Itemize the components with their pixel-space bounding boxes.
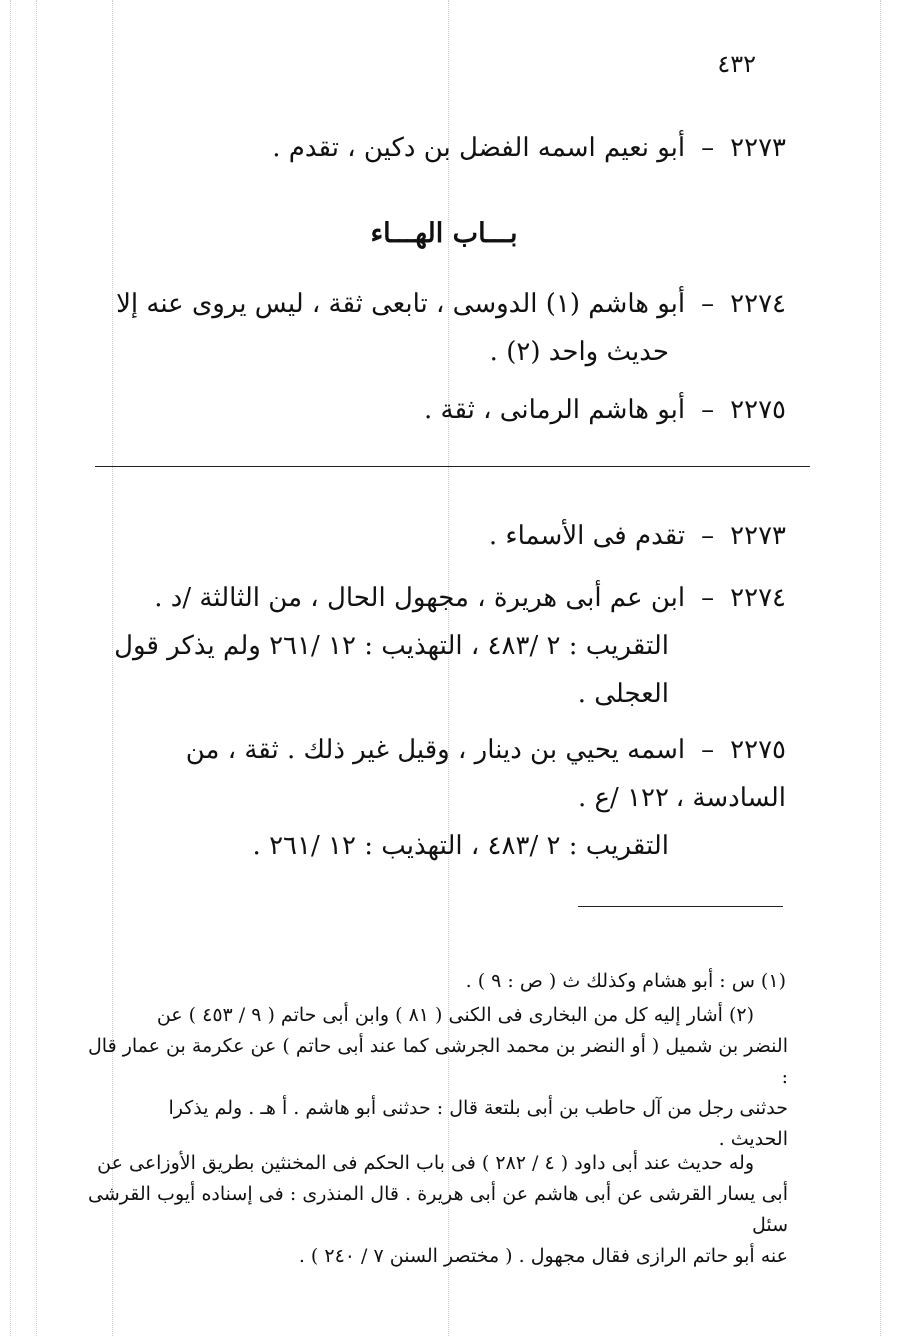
entry-2274-continuation: حديث واحد (٢) . <box>489 337 669 367</box>
footnote-line: الحديث . <box>718 1128 788 1150</box>
entry-number: ٢٢٧٣ <box>730 133 786 163</box>
entry-text: أبو هاشم (١) الدوسى ، تابعى ثقة ، ليس يروى عنه إلا <box>116 289 686 319</box>
footnote-1: (١) س : أبو هشام وكذلك ث ( ص : ٩ ) . <box>465 970 786 992</box>
entry-dash: – <box>701 133 715 163</box>
entry-number: ٢٢٧٤ <box>730 583 786 613</box>
scan-artifact-line <box>36 0 37 1336</box>
entry-dash: – <box>701 583 715 613</box>
commentary-2274-reference: التقريب : ٢ /٤٨٣ ، التهذيب : ١٢ /٢٦١ ولم يذكر قول <box>114 631 669 661</box>
scan-artifact-line <box>880 0 881 1336</box>
footnote-2 <box>88 1000 788 1155</box>
footnote-line: أبى يسار القرشى عن أبى هاشم عن أبى هريرة . قال المنذرى : فى إسناده أيوب القرشى سئل <box>88 1183 788 1236</box>
footnote-line: (٢) أشار إليه كل من البخارى فى الكنى ( ٨١ ) وابن أبى حاتم ( ٩ / ٤٥٣ ) عن <box>156 1004 754 1026</box>
footnote-line: النضر بن شميل ( أو النضر بن محمد الجرشى كما عند أبى حاتم ) عن عكرمة بن عمار قال : <box>88 1035 788 1088</box>
commentary-2274-continuation: العجلى . <box>577 679 669 709</box>
scan-artifact-line <box>10 0 11 1336</box>
entry-number: ٢٢٧٥ <box>730 395 786 425</box>
entry-dash: – <box>701 735 715 765</box>
entry-number: ٢٢٧٥ <box>730 735 786 765</box>
entry-2273 <box>86 124 786 172</box>
footnote-line: حدثنى رجل من آل حاطب بن أبى بلتعة قال : حدثنى أبو هاشم . أ هـ . ولم يذكرا <box>168 1097 788 1119</box>
entry-text: اسمه يحيي بن دينار ، وقيل غير ذلك . ثقة ، من السادسة ، <box>185 735 786 813</box>
footnote-divider <box>578 906 783 907</box>
entry-text: ابن عم أبى هريرة ، مجهول الحال ، من الثالثة /د . <box>154 583 686 613</box>
entry-text: أبو هاشم الرمانى ، ثقة . <box>423 395 686 425</box>
entry-2275 <box>86 386 786 434</box>
entry-text: تقدم فى الأسماء . <box>488 521 686 551</box>
footnote-line: وله حديث عند أبى داود ( ٤ / ٢٨٢ ) فى باب الحكم فى المخنثين بطريق الأوزاعى عن <box>97 1152 754 1174</box>
section-divider <box>95 466 810 467</box>
entry-dash: – <box>701 521 715 551</box>
footnote-line: عنه أبو حاتم الرازى فقال مجهول . ( مختصر السنن ٧ / ٢٤٠ ) . <box>298 1245 788 1267</box>
commentary-2275-reference: التقريب : ٢ /٤٨٣ ، التهذيب : ١٢ /٢٦١ . <box>252 831 669 861</box>
commentary-2274 <box>86 574 786 622</box>
footnote-3 <box>88 1148 788 1272</box>
commentary-2275-continuation: ١٢٢ /ع . <box>578 783 669 813</box>
entry-2274 <box>86 280 786 328</box>
entry-number: ٢٢٧٣ <box>730 521 786 551</box>
entry-dash: – <box>701 395 715 425</box>
chapter-title: بـــاب الهـــاء <box>370 218 518 249</box>
commentary-2273 <box>86 512 786 560</box>
entry-text: أبو نعيم اسمه الفضل بن دكين ، تقدم . <box>272 133 686 163</box>
entry-dash: – <box>701 289 715 319</box>
entry-number: ٢٢٧٤ <box>730 289 786 319</box>
page-number: ٤٣٢ <box>717 50 756 78</box>
